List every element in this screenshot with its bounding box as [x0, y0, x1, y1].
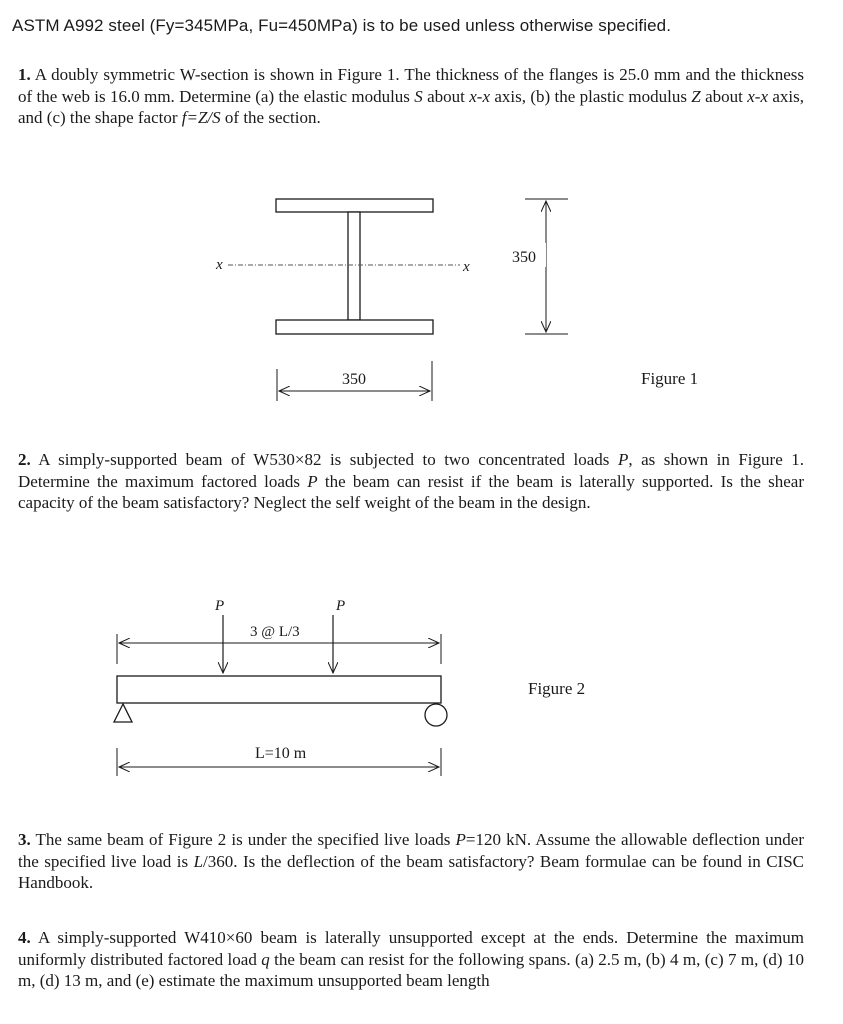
- top-flange: [276, 199, 433, 212]
- text-segment: P: [307, 471, 318, 491]
- pin-support: [114, 704, 132, 722]
- text-segment: the beam can resist if the beam is laterally supported. Is the shear capacity of the beam satisfactory? Neglect the self weight of the beam in the design.: [18, 471, 804, 512]
- question-1-number: 1.: [18, 65, 31, 84]
- text-segment: x-x: [469, 86, 491, 106]
- text-segment: The same beam of Figure 2 is under the specified live loads: [30, 830, 456, 849]
- text-segment: P: [455, 830, 466, 849]
- text-segment: A simply-supported W410×60 beam is laterally unsupported except at the ends. Determine the maximum uniformly distributed factored load: [18, 928, 804, 969]
- text-segment: axis, (b) the plastic modulus: [490, 86, 692, 106]
- text-segment: /360. Is the deflection of the beam satisfactory? Beam formulae can be found in CISC Handbook.: [18, 851, 804, 892]
- width-dim-label: 350: [342, 371, 366, 388]
- specification-header: ASTM A992 steel (Fy=345MPa, Fu=450MPa) is to be used unless otherwise specified.: [12, 16, 672, 35]
- text-segment: q: [261, 949, 270, 969]
- depth-dim-label: 350: [512, 249, 536, 266]
- axis-label-right: x: [463, 259, 470, 275]
- bottom-flange: [276, 320, 433, 334]
- text-segment: axis, and (c) the shape factor: [18, 86, 805, 127]
- question-3-number: 3.: [18, 830, 31, 849]
- text-segment: P: [617, 450, 629, 469]
- web: [348, 212, 360, 320]
- text-segment: A simply-supported beam of W530×82 is subjected to two concentrated loads: [30, 450, 618, 469]
- load-left-label: P: [215, 598, 225, 614]
- text-segment: about: [700, 86, 748, 106]
- question-4-number: 4.: [18, 928, 31, 947]
- text-segment: , as shown in Figure 1. Determine the maximum factored loads: [18, 450, 804, 491]
- text-segment: A doubly symmetric W-section is shown in Figure 1. The thickness of the flanges is 25.0 mm and the thickness of the web is 16.0 mm. Determine (a) the elastic modulus: [18, 65, 804, 106]
- figure-2-caption: Figure 2: [528, 679, 586, 698]
- text-segment: Z: [691, 86, 701, 106]
- question-2-number: 2.: [18, 450, 31, 469]
- load-right-label: P: [336, 598, 346, 614]
- text-segment: f=Z/S: [181, 108, 221, 127]
- axis-label-left: x: [216, 257, 223, 273]
- text-segment: x-x: [747, 86, 769, 106]
- span-label: L=10 m: [255, 745, 307, 762]
- roller-support: [425, 704, 447, 726]
- figure-1-caption: Figure 1: [641, 369, 699, 388]
- text-segment: the beam can resist for the following spans. (a) 2.5 m, (b) 4 m, (c) 7 m, (d) 10 m, (d) 13 m, and (e) estimate the maximum unsupported beam length: [18, 949, 804, 990]
- figure-1: [215, 199, 698, 401]
- text-segment: =120 kN. Assume the allowable deflection under the specified live load is: [18, 830, 804, 871]
- text-segment: L: [193, 851, 204, 871]
- beam: [117, 676, 441, 703]
- spacing-label: 3 @ L/3: [250, 624, 300, 640]
- figure-2: [114, 598, 585, 776]
- text-segment: of the section.: [220, 108, 321, 127]
- text-segment: S: [414, 86, 423, 106]
- text-segment: about: [422, 86, 470, 106]
